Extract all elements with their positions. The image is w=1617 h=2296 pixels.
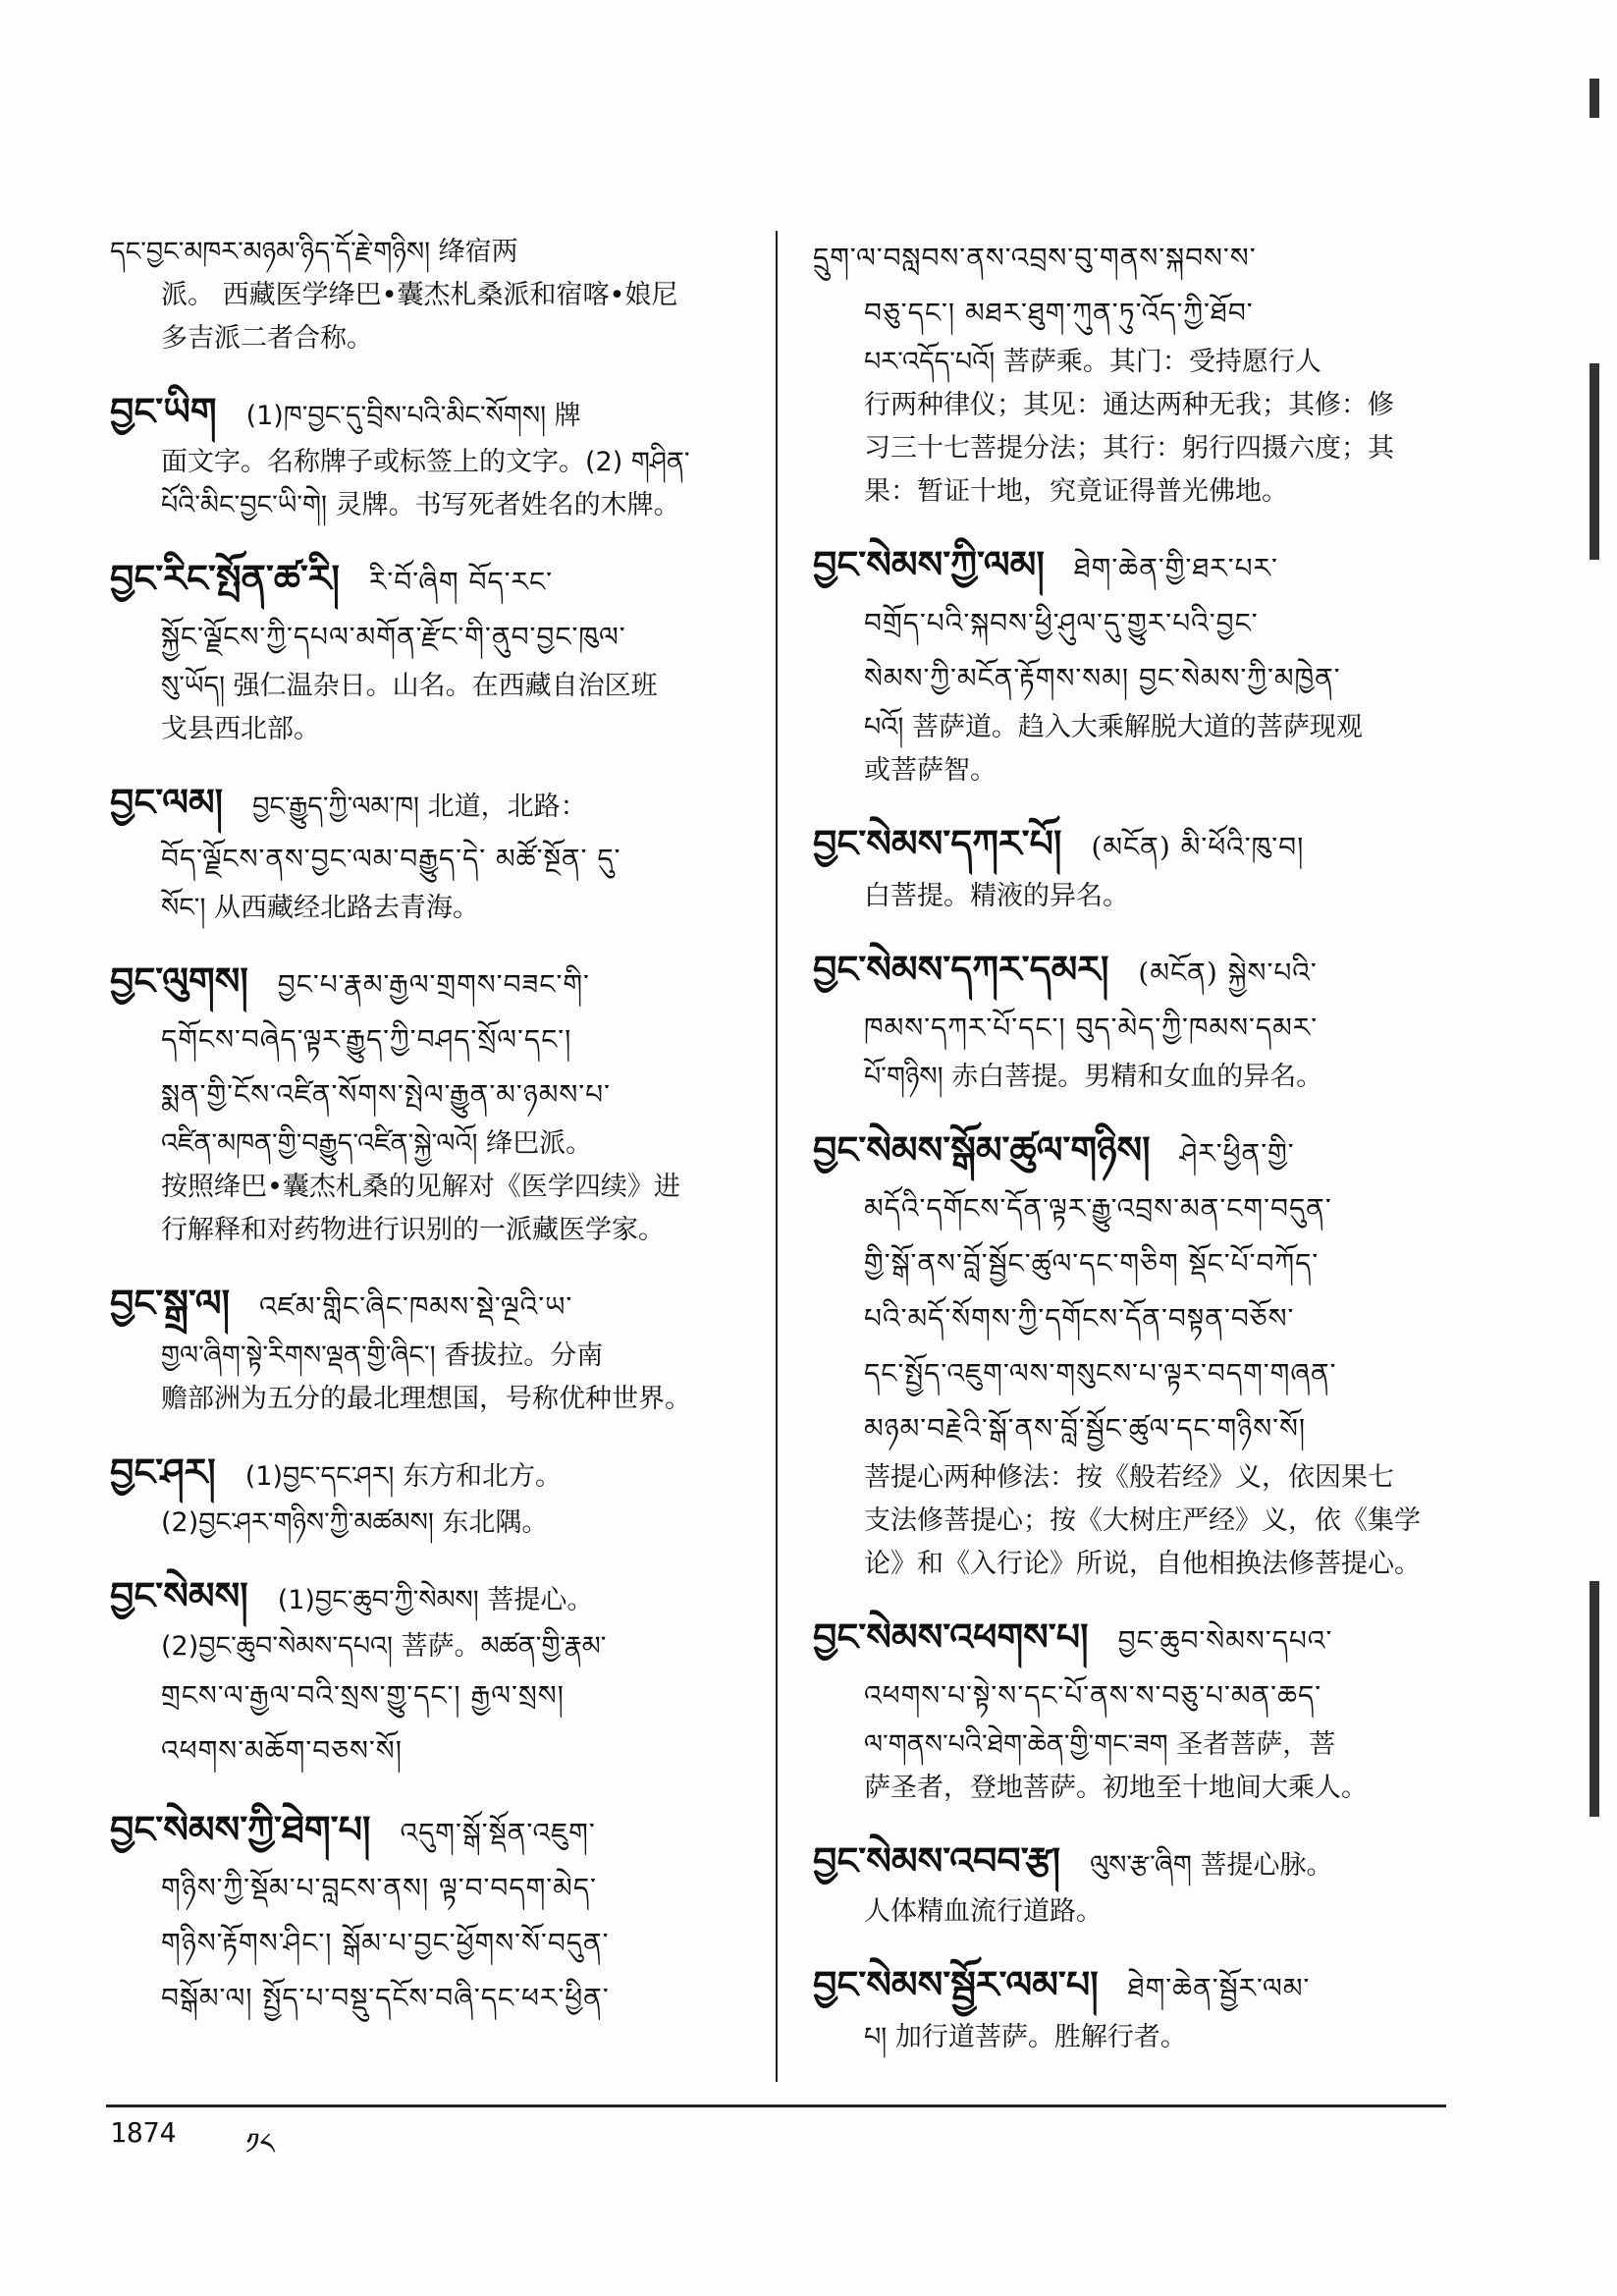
entry-line: 或菩萨智。 bbox=[864, 755, 997, 786]
entry-line: པར་འདོད་པའོ། 菩萨乘。其门：受持愿行人 bbox=[864, 347, 1321, 377]
entry-line: བསྒོམ་ལ། སྤྱོད་པ་བསྡུ་དངོས་བཞི་དང་ཕར་ཕྱིན་ bbox=[161, 1982, 610, 2014]
entry-line: འཕགས་མཆོག་བཅས་སོ། bbox=[161, 1734, 403, 1767]
entry-line: 面文字。名称牌子或标签上的文字。(2) གཤིན་ bbox=[161, 447, 690, 477]
entry-line: རི་བོ་ཞིག བོད་རང་ bbox=[368, 566, 554, 598]
entry-line: པོའི་མིང་བྱང་ཡི་གེ། 灵牌。书写死者姓名的木牌。 bbox=[161, 490, 680, 520]
entry-line: 派。 西藏医学绛巴•囊杰札桑派和宿喀•娘尼 bbox=[161, 280, 678, 310]
entry-line: ཤེར་ཕྱིན་གྱི་ bbox=[1179, 1137, 1295, 1170]
entry-line: 戈县西北部。 bbox=[161, 714, 320, 744]
entry-line: བཅུ་དང་། མཐར་ཐུག་ཀུན་ཏུ་འོད་ཀྱི་ཐོབ་ bbox=[864, 297, 1254, 329]
entry-line: 果：暂证十地，究竟证得普光佛地。 bbox=[864, 476, 1288, 507]
dictionary-entry bbox=[110, 1566, 763, 1778]
dictionary-entry bbox=[110, 382, 763, 527]
column-divider bbox=[776, 231, 778, 2082]
entry-line: 白菩提。精液的异名。 bbox=[864, 881, 1129, 911]
entry-line: གཉིས་ཀྱི་སྡོམ་པ་བླངས་ནས། ལྟ་བ་བདག་མེད་ bbox=[161, 1872, 597, 1904]
dictionary-entry bbox=[813, 535, 1466, 793]
entry-headword: བྱང་ལུགས། bbox=[110, 958, 248, 1003]
entry-line: པ། 加行道菩萨。胜解行者。 bbox=[864, 2022, 1187, 2052]
entry-line: 赡部洲为五分的最北理想国，号称优种世界。 bbox=[161, 1384, 691, 1414]
entry-line: གྱི་སྒོ་ནས་བློ་སྦྱོང་ཚུལ་དང་གཅིག སྡོང་པོ་བཀོད་ bbox=[864, 1247, 1320, 1280]
entry-line: པའི་མདོ་སོགས་ཀྱི་དགོངས་དོན་བསྟན་བཅོས་ bbox=[864, 1302, 1295, 1335]
entry-line: བྱང་པ་རྣམ་རྒྱལ་གྲགས་བཟང་གི་ bbox=[277, 968, 590, 1001]
entry-line: (2)བྱང་ཤར་གཉིས་ཀྱི་མཚམས། 东北隅。 bbox=[161, 1507, 549, 1538]
entry-line: མཉམ་བརྗེའི་སྒོ་ནས་བློ་སྦྱོང་ཚུལ་དང་གཉིས་སོ། bbox=[864, 1412, 1307, 1445]
dictionary-entry bbox=[110, 773, 763, 930]
entry-line: འཛིན་མཁན་གྱི་བརྒྱུད་འཛིན་སྐྱེ་ལའོ། 绛巴派。 bbox=[161, 1128, 593, 1159]
dictionary-entry bbox=[813, 1831, 1466, 1934]
entry-line: (2)བྱང་ཆུབ་སེམས་དཔའ། 菩萨。མཚན་གྱི་རྣམ་ bbox=[161, 1631, 607, 1662]
entry-headword: བྱང་སེམས་ཀྱི་ལམ། bbox=[813, 542, 1045, 586]
entry-line: 支法修菩提心；按《大树庄严经》义，依《集学 bbox=[864, 1505, 1421, 1536]
entry-line: བགྲོད་པའི་སྐབས་ཕྱི་ཤུལ་དུ་གྱུར་པའི་བྱང་ bbox=[864, 607, 1259, 639]
entry-line: དགོངས་བཞེད་ལྟར་རྒྱུད་ཀྱི་བཤད་སྲོལ་དང་། bbox=[161, 1023, 572, 1056]
entry-line: སེམས་ཀྱི་མངོན་རྟོགས་སམ། བྱང་སེམས་ཀྱི་མཁྱེན་ bbox=[864, 662, 1341, 694]
entry-line: 菩提心两种修法：按《般若经》义，依因果七 bbox=[864, 1462, 1394, 1493]
entry-line: 行解释和对药物进行识别的一派藏医学家。 bbox=[161, 1215, 665, 1245]
dictionary-entry bbox=[813, 940, 1466, 1099]
entry-line: གྲངས་ལ་རྒྱལ་བའི་སྲས་གྱུ་དང་། རྒྱལ་སྲས། bbox=[161, 1679, 565, 1712]
entry-line: འཛམ་གླིང་ཞིང་ཁམས་སྡེ་ལྔའི་ཡ་ bbox=[259, 1290, 573, 1323]
entry-line: དྲུག་ལ་བསླབས་ནས་འབྲས་བུ་གནས་སྐབས་ས་ bbox=[813, 242, 1257, 274]
entry-line: པའོ། 菩萨道。趋入大乘解脱大道的菩萨现观 bbox=[864, 712, 1363, 742]
entry-line: 论》和《入行论》所说，自他相换法修菩提心。 bbox=[864, 1549, 1421, 1579]
entry-line: འདུག་སྒོ་སྡོན་འཇུག་ bbox=[400, 1817, 596, 1849]
entry-headword: བྱང་སེམས་སྒོམ་ཚུལ་གཉིས། bbox=[813, 1127, 1151, 1172]
entry-line: གྱལ་ཞིག་སྟེ་རིགས་ལྡན་གྱི་ཞིང་། 香拔拉。分南 bbox=[161, 1340, 604, 1371]
dictionary-entry bbox=[813, 1121, 1466, 1586]
dictionary-entry bbox=[813, 1608, 1466, 1810]
entry-headword: བྱང་སེམས་ཀྱི་ཐེག་པ། bbox=[110, 1807, 371, 1851]
entry-line: བྱང་རྒྱུད་ཀྱི་ལམ་ཁ། 北道，北路： bbox=[252, 792, 587, 822]
entry-line: བྱང་ཆུབ་སེམས་དཔའ་ bbox=[1117, 1624, 1333, 1657]
page-number-tibetan: ༡༨ bbox=[245, 2127, 275, 2161]
dictionary-entry bbox=[813, 814, 1466, 918]
entry-line: 人体精血流行道路。 bbox=[864, 1896, 1103, 1927]
dictionary-entry bbox=[110, 231, 763, 360]
entry-line: 萨圣者，登地菩萨。初地至十地间大乘人。 bbox=[864, 1773, 1368, 1803]
entry-headword: བྱང་སེམས་དཀར་དམར། bbox=[813, 947, 1109, 991]
left-column bbox=[110, 231, 763, 2048]
entry-line: སོང་། 从西藏经北路去青海。 bbox=[161, 893, 480, 923]
entry-line: ལུས་རྩ་ཞིག 菩提心脉。 bbox=[1090, 1850, 1333, 1881]
entry-line: སུ་ཡོད། 强仁温杂日。山名。在西藏自治区班 bbox=[161, 671, 658, 701]
entry-headword: བྱང་སེམས་འཕགས་པ། bbox=[813, 1614, 1089, 1659]
entry-line: གཉིས་རྟོགས་ཤིང་། སྒོམ་པ་བྱང་ཕྱོགས་སོ་བདུན་ bbox=[161, 1927, 610, 1959]
entry-headword: བྱང་སེམས་སྦྱོར་ལམ་པ། bbox=[813, 1962, 1099, 2006]
entry-headword: བྱང་སེམས་འབབ་རྩ། bbox=[813, 1838, 1061, 1883]
entry-headword: བྱང་སེམས། bbox=[110, 1573, 248, 1617]
dictionary-entry bbox=[110, 1443, 763, 1545]
entry-headword: བྱང་ཡིག bbox=[110, 389, 217, 433]
entry-line: ཁམས་དཀར་པོ་དང་། བུད་མེད་ཀྱི་ཁམས་དམར་ bbox=[864, 1011, 1319, 1044]
entry-headword: བྱང་སེམས་དཀར་པོ། bbox=[813, 821, 1062, 865]
dictionary-entry bbox=[110, 549, 763, 751]
dictionary-entry bbox=[813, 1955, 1466, 2059]
scan-edge-mark bbox=[1590, 363, 1599, 560]
entry-line: སྐྱོང་ལྗོངས་ཀྱི་དཔལ་མགོན་རྫོང་གི་ནུབ་བྱང་ཁུལ་ bbox=[161, 621, 626, 653]
entry-line: 多吉派二者合称。 bbox=[161, 323, 373, 354]
entry-line: པོ་གཉིས། 赤白菩提。男精和女血的异名。 bbox=[864, 1062, 1323, 1092]
entry-line: དང་བྱང་མཁར་མཉམ་ཉིད་དོ་རྗེ་གཉིས། 绛宿两 bbox=[110, 237, 518, 267]
entry-headword: བྱང་སྒྲ་ལ། bbox=[110, 1281, 231, 1325]
entry-line: (1)བྱང་ཆུབ་ཀྱི་སེམས། 菩提心。 bbox=[277, 1585, 594, 1615]
entry-line: བོད་ལྗོངས་ནས་བྱང་ལམ་བརྒྱུད་དེ་ མཚོ་སྔོན་ དུ་ bbox=[161, 843, 621, 875]
entry-line: (1)ཁ་བྱང་དུ་བྲིས་པའི་མིང་སོགས། 牌 bbox=[245, 401, 581, 431]
entry-line: (མངོན) སྐྱེས་པའི་ bbox=[1138, 957, 1318, 989]
dictionary-entry bbox=[110, 1274, 763, 1421]
entry-line: མདོའི་དགོངས་དོན་ལྟར་རྒྱུ་འབྲས་མན་ངག་བདུན་ bbox=[864, 1192, 1332, 1225]
entry-headword: བྱང་རིང་སྤོན་ཚ་རི། bbox=[110, 556, 340, 600]
right-column bbox=[813, 231, 1466, 2081]
entry-line: ལ་གནས་པའི་ཐེག་ཆེན་གྱི་གང་ཟག 圣者菩萨，菩 bbox=[864, 1729, 1336, 1760]
entry-headword: བྱང་ཤར། bbox=[110, 1449, 216, 1494]
entry-line: 行两种律仪；其见：通达两种无我；其修：修 bbox=[864, 390, 1394, 420]
entry-line: ཐེག་ཆེན་སྦྱོར་ལམ་ bbox=[1127, 1972, 1311, 2004]
dictionary-entry bbox=[813, 231, 1466, 514]
scan-edge-mark bbox=[1590, 1581, 1599, 1817]
entry-line: དང་སྤྱོད་འཇུག་ལས་གསུངས་པ་ལྟར་བདག་གཞན་ bbox=[864, 1357, 1337, 1390]
entry-line: ཐེག་ཆེན་གྱི་ཐར་པར་ bbox=[1073, 552, 1278, 584]
scan-edge-mark bbox=[1590, 79, 1599, 118]
entry-line: སྨན་གྱི་ངོས་འཛིན་སོགས་སྤེལ་རྒྱུན་མ་ཉམས་པ་ bbox=[161, 1078, 612, 1111]
entry-line: 按照绛巴•囊杰札桑的见解对《医学四续》进 bbox=[161, 1172, 680, 1202]
entry-line: (1)བྱང་དང་ཤར། 东方和北方。 bbox=[244, 1461, 562, 1492]
page-number: 1874 bbox=[110, 2116, 177, 2149]
entry-line: 习三十七菩提分法；其行：躬行四摄六度；其 bbox=[864, 433, 1394, 464]
entry-line: འཕགས་པ་སྟེ་ས་དང་པོ་ནས་ས་བཅུ་པ་མན་ཆད་ bbox=[864, 1679, 1322, 1712]
footer-rule bbox=[106, 2105, 1446, 2107]
entry-line: (མངོན) མི་ཕོའི་ཁུ་བ། bbox=[1091, 831, 1305, 863]
entry-headword: བྱང་ལམ། bbox=[110, 780, 224, 824]
dictionary-entry bbox=[110, 952, 763, 1252]
dictionary-entry bbox=[110, 1800, 763, 2026]
